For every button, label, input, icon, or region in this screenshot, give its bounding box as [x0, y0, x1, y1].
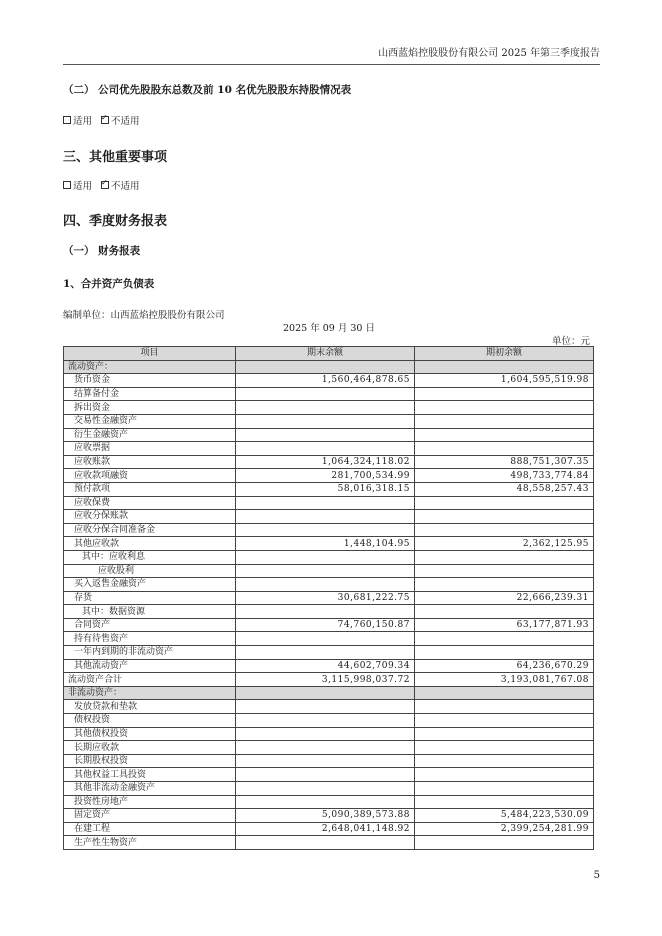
table-row — [64, 673, 594, 687]
row-end-balance — [236, 510, 415, 524]
table-row — [64, 605, 594, 619]
row-end-balance — [236, 387, 415, 401]
row-item-label: 其中：应收利息 — [64, 550, 236, 564]
row-item-label: 投资性房地产 — [64, 795, 236, 809]
row-begin-balance — [415, 414, 594, 428]
checkbox-icon — [63, 116, 71, 124]
row-item-label: 流动资产合计 — [64, 673, 236, 687]
table-row — [64, 686, 594, 700]
table-row — [64, 482, 594, 496]
table-row — [64, 414, 594, 428]
row-begin-balance — [415, 564, 594, 578]
row-end-balance: 281,700,534.99 — [236, 469, 415, 483]
row-item-label: 一年内到期的非流动资产 — [64, 646, 236, 660]
row-begin-balance — [415, 727, 594, 741]
row-begin-balance: 22,666,239.31 — [415, 591, 594, 605]
table-row — [64, 523, 594, 537]
row-begin-balance: 888,751,307.35 — [415, 455, 594, 469]
row-end-balance — [236, 496, 415, 510]
row-begin-balance — [415, 686, 594, 700]
row-begin-balance — [415, 578, 594, 592]
header-item: 项目 — [64, 347, 236, 361]
row-end-balance: 58,016,318.15 — [236, 482, 415, 496]
row-item-label: 长期股权投资 — [64, 754, 236, 768]
row-end-balance — [236, 428, 415, 442]
table-row — [64, 401, 594, 415]
row-end-balance — [236, 836, 415, 850]
table-row — [64, 618, 594, 632]
row-begin-balance — [415, 428, 594, 442]
row-end-balance — [236, 727, 415, 741]
preferred-shareholders-title: （二） 公司优先股股东总数及前 10 名优先股股东持股情况表 — [63, 84, 352, 96]
row-end-balance — [236, 550, 415, 564]
row-end-balance — [236, 414, 415, 428]
row-end-balance: 30,681,222.75 — [236, 591, 415, 605]
table-row — [64, 387, 594, 401]
table-row — [64, 646, 594, 660]
row-item-label: 其中：数据资源 — [64, 605, 236, 619]
applicability-options-2: 适用 ✓ 不适用 — [63, 178, 140, 192]
row-begin-balance — [415, 401, 594, 415]
row-begin-balance: 63,177,871.93 — [415, 618, 594, 632]
row-item-label: 生产性生物资产 — [64, 836, 236, 850]
row-begin-balance: 5,484,223,530.09 — [415, 809, 594, 823]
checkbox-checked-icon — [101, 116, 109, 124]
table-row — [64, 496, 594, 510]
row-begin-balance — [415, 741, 594, 755]
row-begin-balance — [415, 700, 594, 714]
row-item-label: 长期应收款 — [64, 741, 236, 755]
row-end-balance — [236, 578, 415, 592]
table-row — [64, 809, 594, 823]
row-begin-balance — [415, 714, 594, 728]
row-item-label: 衍生金融资产 — [64, 428, 236, 442]
compiler-unit: 编制单位：山西蓝焰控股股份有限公司 — [63, 310, 225, 321]
row-end-balance: 1,560,464,878.65 — [236, 374, 415, 388]
row-begin-balance: 2,399,254,281.99 — [415, 822, 594, 836]
row-begin-balance — [415, 782, 594, 796]
table-row — [64, 741, 594, 755]
row-begin-balance: 3,193,081,767.08 — [415, 673, 594, 687]
row-item-label: 发放贷款和垫款 — [64, 700, 236, 714]
row-begin-balance — [415, 496, 594, 510]
row-end-balance: 44,602,709.34 — [236, 659, 415, 673]
row-item-label: 应收保费 — [64, 496, 236, 510]
balance-sheet-title: 1、合并资产负债表 — [63, 278, 155, 290]
table-row — [64, 428, 594, 442]
currency-unit: 单位：元 — [551, 336, 590, 347]
row-item-label: 存货 — [64, 591, 236, 605]
row-item-label: 其他债权投资 — [64, 727, 236, 741]
header-end-balance: 期末余额 — [236, 347, 415, 361]
row-begin-balance — [415, 632, 594, 646]
other-matters-title: 三、其他重要事项 — [63, 150, 168, 165]
row-end-balance — [236, 442, 415, 456]
row-end-balance — [236, 605, 415, 619]
row-end-balance — [236, 646, 415, 660]
row-item-label: 持有待售资产 — [64, 632, 236, 646]
row-begin-balance: 498,733,774.84 — [415, 469, 594, 483]
row-begin-balance — [415, 768, 594, 782]
table-row — [64, 768, 594, 782]
table-row — [64, 700, 594, 714]
row-end-balance — [236, 632, 415, 646]
header-begin-balance: 期初余额 — [415, 347, 594, 361]
table-row — [64, 537, 594, 551]
table-row — [64, 727, 594, 741]
row-begin-balance — [415, 605, 594, 619]
row-item-label: 应收票据 — [64, 442, 236, 456]
table-row — [64, 469, 594, 483]
table-row — [64, 632, 594, 646]
row-end-balance — [236, 768, 415, 782]
table-row — [64, 578, 594, 592]
table-row — [64, 442, 594, 456]
row-end-balance — [236, 360, 415, 374]
row-begin-balance: 64,236,670.29 — [415, 659, 594, 673]
financial-statements-title: 四、季度财务报表 — [63, 214, 168, 229]
page-number: 5 — [593, 870, 600, 881]
row-begin-balance — [415, 754, 594, 768]
row-begin-balance — [415, 795, 594, 809]
row-end-balance — [236, 523, 415, 537]
row-begin-balance — [415, 442, 594, 456]
row-begin-balance: 1,604,595,519.98 — [415, 374, 594, 388]
financial-statements-subtitle: （一） 财务报表 — [63, 245, 141, 257]
row-item-label: 其他权益工具投资 — [64, 768, 236, 782]
report-date: 2025 年 09 月 30 日 — [283, 323, 375, 334]
row-item-label: 其他非流动金融资产 — [64, 782, 236, 796]
row-begin-balance — [415, 360, 594, 374]
page-header: 山西蓝焰控股股份有限公司 2025 年第三季度报告 — [63, 48, 600, 65]
applicability-options-1: 适用 ✓ 不适用 — [63, 113, 140, 127]
row-end-balance: 1,448,104.95 — [236, 537, 415, 551]
row-item-label: 货币资金 — [64, 374, 236, 388]
table-row — [64, 836, 594, 850]
row-end-balance: 2,648,041,148.92 — [236, 822, 415, 836]
row-item-label: 合同资产 — [64, 618, 236, 632]
row-begin-balance — [415, 646, 594, 660]
row-item-label: 买入返售金融资产 — [64, 578, 236, 592]
table-row — [64, 455, 594, 469]
row-begin-balance — [415, 510, 594, 524]
row-end-balance — [236, 795, 415, 809]
table-row — [64, 591, 594, 605]
row-item-label: 应收账款 — [64, 455, 236, 469]
row-begin-balance — [415, 523, 594, 537]
row-item-label: 预付款项 — [64, 482, 236, 496]
row-end-balance: 1,064,324,118.02 — [236, 455, 415, 469]
row-item-label: 债权投资 — [64, 714, 236, 728]
table-row — [64, 360, 594, 374]
checkbox-checked-icon — [101, 181, 109, 189]
table-row — [64, 795, 594, 809]
row-end-balance: 5,090,389,573.88 — [236, 809, 415, 823]
row-end-balance — [236, 700, 415, 714]
row-item-label: 非流动资产： — [64, 686, 236, 700]
row-end-balance — [236, 401, 415, 415]
row-item-label: 流动资产： — [64, 360, 236, 374]
row-begin-balance: 2,362,125.95 — [415, 537, 594, 551]
row-item-label: 在建工程 — [64, 822, 236, 836]
row-end-balance — [236, 754, 415, 768]
row-item-label: 应收股利 — [64, 564, 236, 578]
row-begin-balance: 48,558,257.43 — [415, 482, 594, 496]
row-end-balance — [236, 782, 415, 796]
row-end-balance — [236, 564, 415, 578]
row-end-balance — [236, 714, 415, 728]
table-row — [64, 782, 594, 796]
row-end-balance: 74,760,150.87 — [236, 618, 415, 632]
table-row — [64, 510, 594, 524]
table-row — [64, 550, 594, 564]
row-item-label: 拆出资金 — [64, 401, 236, 415]
row-item-label: 其他流动资产 — [64, 659, 236, 673]
table-row — [64, 659, 594, 673]
table-row — [64, 714, 594, 728]
row-end-balance — [236, 686, 415, 700]
row-end-balance — [236, 741, 415, 755]
row-item-label: 结算备付金 — [64, 387, 236, 401]
table-header-row — [64, 347, 594, 361]
row-item-label: 应收款项融资 — [64, 469, 236, 483]
row-item-label: 交易性金融资产 — [64, 414, 236, 428]
balance-sheet-table — [63, 346, 594, 850]
table-row — [64, 822, 594, 836]
row-item-label: 应收分保账款 — [64, 510, 236, 524]
row-item-label: 固定资产 — [64, 809, 236, 823]
row-begin-balance — [415, 387, 594, 401]
table-row — [64, 374, 594, 388]
table-row — [64, 564, 594, 578]
row-end-balance: 3,115,998,037.72 — [236, 673, 415, 687]
checkbox-icon — [63, 181, 71, 189]
row-begin-balance — [415, 550, 594, 564]
row-item-label: 其他应收款 — [64, 537, 236, 551]
row-item-label: 应收分保合同准备金 — [64, 523, 236, 537]
row-begin-balance — [415, 836, 594, 850]
table-row — [64, 754, 594, 768]
